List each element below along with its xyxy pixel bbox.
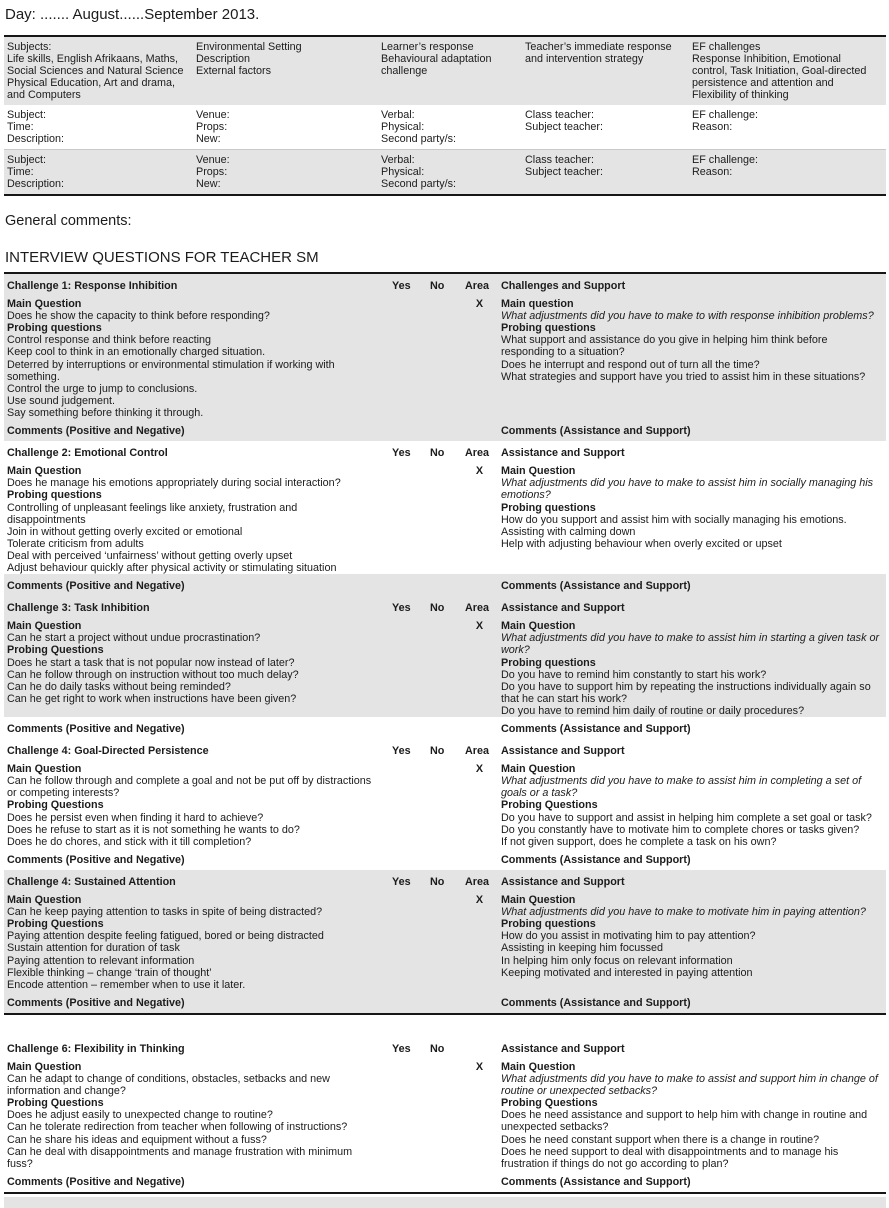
- probing-question: Paying attention despite feeling fatigued, bored or being distracted: [7, 930, 324, 943]
- support-main-question-label: Main Question: [501, 620, 576, 633]
- support-main-question-text: What adjustments did you have to make to motivate him in paying attention?: [501, 906, 866, 919]
- observation-field-label: Class teacher:: [525, 109, 595, 121]
- observation-cell: [4, 109, 193, 145]
- comments-row: [4, 848, 886, 870]
- comments-left-label: Comments (Positive and Negative): [7, 425, 185, 438]
- probing-question: Use sound judgement.: [7, 394, 116, 407]
- challenge-support-questions: [498, 894, 886, 991]
- probing-question: Deal with perceived ‘unfairness’ without getting overly upset: [7, 549, 293, 562]
- observation-header-line: Behavioural adaptation challenge: [381, 53, 492, 77]
- support-probing-question: What strategies and support have you tried to assist him in these situations?: [501, 370, 866, 383]
- general-comments-label: General comments:: [5, 213, 132, 229]
- observation-field-label: Subject teacher:: [525, 121, 604, 133]
- probing-question: Say something before thinking it through.: [7, 406, 204, 419]
- observation-header-line: External factors: [196, 65, 272, 77]
- main-question-text: Can he follow through and complete a goal and not be put off by distractions or competing interests?: [7, 775, 372, 800]
- support-probing-question: Assisting in keeping him focussed: [501, 942, 664, 955]
- challenge-header-row: [4, 1037, 886, 1059]
- no-column-label: No: [430, 1042, 445, 1055]
- main-question-label: Main Question: [7, 763, 82, 776]
- probing-questions-label: Probing Questions: [7, 1097, 104, 1110]
- area-mark: X: [475, 465, 484, 478]
- challenge-support-questions: [498, 763, 886, 848]
- observation-header-cell: [4, 41, 193, 101]
- support-probing-questions-label: Probing Questions: [501, 1097, 598, 1110]
- main-question-text: Does he show the capacity to think before responding?: [7, 310, 270, 323]
- support-main-question-label: Main Question: [501, 763, 576, 776]
- probing-questions-label: Probing Questions: [7, 918, 104, 931]
- probing-question: Control the urge to jump to conclusions.: [7, 382, 198, 395]
- interview-table-2: [4, 1037, 886, 1194]
- comments-row: [4, 717, 886, 739]
- area-mark: X: [475, 894, 484, 907]
- yes-column-label: Yes: [392, 745, 411, 758]
- challenge-questions: [4, 763, 388, 848]
- challenge-body-row: [4, 761, 886, 848]
- observation-field-label: Class teacher:: [525, 154, 595, 166]
- probing-question: Does he persist even when finding it hard to achieve?: [7, 811, 264, 824]
- comments-row: [4, 1170, 886, 1192]
- observation-field-label: Verbal:: [381, 154, 415, 166]
- support-main-question-label: Main Question: [501, 894, 576, 907]
- comments-row: [4, 574, 886, 596]
- interview-table-1: [4, 272, 886, 1015]
- support-probing-question: Help with adjusting behaviour when overly excited or upset: [501, 537, 782, 550]
- challenge-header-row: [4, 441, 886, 463]
- observation-field-label: Second party/s:: [381, 178, 457, 190]
- observation-cell: [378, 154, 522, 190]
- observation-field-label: Time:: [7, 166, 34, 178]
- challenge-title: Challenge 4: Goal-Directed Persistence: [7, 745, 209, 758]
- support-probing-question: If not given support, does he complete a task on his own?: [501, 835, 777, 848]
- support-main-question-text: What adjustments did you have to make to assist him in socially managing his emotions?: [501, 477, 874, 502]
- observation-row: [4, 105, 886, 149]
- table-gap: [4, 1015, 886, 1037]
- support-probing-question: Does he need assistance and support to help him with change in routine and unexpected setbacks?: [501, 1109, 868, 1134]
- yes-cell: [388, 894, 426, 991]
- challenge-questions: [4, 298, 388, 419]
- observation-header-line: Learner’s response: [381, 41, 474, 53]
- main-question-label: Main Question: [7, 465, 82, 478]
- yes-column-label: Yes: [392, 875, 411, 888]
- support-main-question-text: What adjustments did you have to make to assist him in starting a given task or work?: [501, 632, 880, 657]
- challenge-support-questions: [498, 465, 886, 574]
- probing-question: Paying attention to relevant information: [7, 954, 195, 967]
- probing-question: Encode attention – remember when to use it later.: [7, 978, 246, 991]
- observation-cell: [193, 109, 378, 145]
- main-question-text: Can he keep paying attention to tasks in spite of being distracted?: [7, 906, 323, 919]
- comments-right-label: Comments (Assistance and Support): [501, 853, 691, 866]
- comments-left-label: Comments (Positive and Negative): [7, 723, 185, 735]
- support-column-header: Assistance and Support: [501, 447, 625, 460]
- area-column-label: Area: [465, 280, 490, 292]
- support-main-question-label: Main Question: [501, 1060, 576, 1073]
- support-probing-question: Does he need support to deal with disappointments and to manage his frustration if things do not go according to plan?: [501, 1145, 839, 1170]
- main-question-text: Does he manage his emotions appropriately during social interaction?: [7, 477, 341, 490]
- support-probing-question: How do you assist in motivating him to pay attention?: [501, 930, 756, 943]
- yes-cell: [388, 298, 426, 419]
- challenge-header-row: [4, 596, 886, 618]
- observation-header-line: Life skills, English Afrikaans, Maths, Social Sciences and Natural Science Physical Education, Art and drama, and Computers: [7, 53, 184, 101]
- yes-cell: [388, 620, 426, 717]
- interview-title: INTERVIEW QUESTIONS FOR TEACHER SM: [5, 249, 319, 266]
- observation-table: [4, 35, 886, 196]
- page-title: Day: ....... August......September 2013.: [5, 6, 260, 23]
- probing-questions-label: Probing questions: [7, 322, 102, 335]
- probing-question: Control response and think before reacting: [7, 334, 212, 347]
- comments-right-label: Comments (Assistance and Support): [501, 425, 691, 438]
- probing-questions-label: Probing Questions: [7, 799, 104, 812]
- observation-field-label: Description:: [7, 133, 65, 145]
- observation-field-label: Second party/s:: [381, 133, 457, 145]
- support-column-header: Assistance and Support: [501, 745, 625, 758]
- observation-cell: [689, 109, 886, 145]
- observation-cell: [522, 154, 689, 190]
- observation-field-label: Time:: [7, 121, 34, 133]
- no-column-label: No: [430, 745, 445, 758]
- observation-table-header-row: [4, 37, 886, 105]
- no-cell: [426, 620, 461, 717]
- challenge-body-row: [4, 1059, 886, 1170]
- yes-cell: [388, 465, 426, 574]
- support-main-question-label: Main question: [501, 298, 574, 311]
- observation-field-label: EF challenge:: [692, 154, 759, 166]
- probing-question: Flexible thinking – change ‘train of thought’: [7, 966, 212, 979]
- probing-question: Does he adjust easily to unexpected change to routine?: [7, 1109, 273, 1122]
- support-probing-question: Assisting with calming down: [501, 525, 636, 538]
- challenge-title: Challenge 4: Sustained Attention: [7, 875, 176, 888]
- yes-cell: [388, 1061, 426, 1170]
- support-probing-questions-label: Probing questions: [501, 918, 596, 931]
- observation-header-line: Environmental Setting: [196, 41, 302, 53]
- challenge-support-questions: [498, 1061, 886, 1170]
- support-column-header: Challenges and Support: [501, 280, 626, 292]
- probing-question: Tolerate criticism from adults: [7, 537, 144, 550]
- support-column-header: Assistance and Support: [501, 875, 625, 888]
- main-question-label: Main Question: [7, 298, 82, 311]
- observation-header-line: Description: [196, 53, 251, 65]
- probing-question: Can he tolerate redirection from teacher when following of instructions?: [7, 1121, 348, 1134]
- challenge-header-row: [4, 870, 886, 892]
- comments-row: [4, 991, 886, 1013]
- comments-left-label: Comments (Positive and Negative): [7, 853, 185, 866]
- challenge-body-row: [4, 463, 886, 574]
- no-cell: [426, 894, 461, 991]
- area-mark: X: [475, 620, 484, 633]
- support-probing-question: Does he need constant support when there is a change in routine?: [501, 1133, 820, 1146]
- no-cell: [426, 1061, 461, 1170]
- observation-header-line: Subjects:: [7, 41, 52, 53]
- observation-field-label: Props:: [196, 166, 228, 178]
- observation-field-label: Subject teacher:: [525, 166, 604, 178]
- no-cell: [426, 465, 461, 574]
- probing-question: Can he do daily tasks without being reminded?: [7, 680, 231, 693]
- observation-field-label: Physical:: [381, 121, 425, 133]
- challenge-questions: [4, 465, 388, 574]
- observation-field-label: Physical:: [381, 166, 425, 178]
- probing-question: Does he start a task that is not popular now instead of later?: [7, 656, 295, 669]
- comments-left-label: Comments (Positive and Negative): [7, 1175, 185, 1188]
- observation-cell: [378, 109, 522, 145]
- probing-question: Deterred by interruptions or environmental stimulation if working with something.: [7, 358, 335, 383]
- observation-cell: [193, 154, 378, 190]
- challenge-support-questions: [498, 298, 886, 419]
- observation-field-label: Venue:: [196, 109, 230, 121]
- no-cell: [426, 763, 461, 848]
- challenge-title: Challenge 2: Emotional Control: [7, 447, 168, 460]
- area-mark: X: [475, 763, 484, 776]
- observation-cell: [689, 154, 886, 190]
- no-column-label: No: [430, 602, 445, 615]
- area-column-label: [461, 1043, 498, 1055]
- main-question-text: Can he start a project without undue procrastination?: [7, 632, 261, 645]
- comments-left-label: Comments (Positive and Negative): [7, 996, 185, 1009]
- comments-right-label: Comments (Assistance and Support): [501, 996, 691, 1009]
- observation-header-cell: [689, 41, 886, 101]
- challenge-support-questions: [498, 620, 886, 717]
- probing-question: Can he share his ideas and equipment without a fuss?: [7, 1133, 267, 1146]
- area-column-label: Area: [465, 602, 490, 615]
- support-probing-questions-label: Probing questions: [501, 501, 596, 514]
- observation-header-line: Teacher’s immediate response and intervention strategy: [525, 41, 672, 65]
- challenge-title: Challenge 3: Task Inhibition: [7, 602, 150, 615]
- observation-field-label: New:: [196, 133, 221, 145]
- yes-column-label: Yes: [392, 280, 411, 292]
- support-probing-questions-label: Probing questions: [501, 322, 596, 335]
- challenge-header-row: [4, 274, 886, 296]
- observation-field-label: Reason:: [692, 166, 733, 178]
- support-column-header: Assistance and Support: [501, 602, 625, 615]
- observation-header-cell: [378, 41, 522, 101]
- no-column-label: No: [430, 875, 445, 888]
- probing-question: Adjust behaviour quickly after physical activity or stimulating situation: [7, 561, 337, 574]
- challenge-header-row: [4, 739, 886, 761]
- yes-cell: [388, 763, 426, 848]
- support-probing-question: Do you have to remind him daily of routine or daily procedures?: [501, 704, 805, 717]
- challenge-title: Challenge 1: Response Inhibition: [7, 280, 178, 292]
- probing-question: Does he refuse to start as it is not something he wants to do?: [7, 823, 300, 836]
- probing-question: Can he follow through on instruction without too much delay?: [7, 668, 299, 681]
- support-probing-questions-label: Probing Questions: [501, 799, 598, 812]
- challenge-questions: [4, 1061, 388, 1170]
- support-probing-question: How do you support and assist him with socially managing his emotions.: [501, 513, 847, 526]
- support-main-question-label: Main Question: [501, 465, 576, 478]
- probing-question: Can he get right to work when instructions have been given?: [7, 692, 297, 705]
- probing-question: Join in without getting overly excited or emotional: [7, 525, 243, 538]
- observation-field-label: EF challenge:: [692, 109, 759, 121]
- no-column-label: No: [430, 447, 445, 460]
- observation-header-cell: [193, 41, 378, 101]
- yes-column-label: Yes: [392, 447, 411, 460]
- main-question-label: Main Question: [7, 1060, 82, 1073]
- support-main-question-text: What adjustments did you have to make to with response inhibition problems?: [501, 310, 874, 323]
- support-probing-question: Does he interrupt and respond out of turn all the time?: [501, 358, 760, 371]
- support-probing-question: Keeping motivated and interested in paying attention: [501, 966, 753, 979]
- yes-column-label: Yes: [392, 1042, 411, 1055]
- observation-field-label: Props:: [196, 121, 228, 133]
- area-mark: X: [475, 1060, 484, 1073]
- challenge-body-row: [4, 892, 886, 991]
- challenge-title: Challenge 6: Flexibility in Thinking: [7, 1042, 185, 1055]
- no-column-label: No: [430, 280, 445, 292]
- yes-column-label: Yes: [392, 602, 411, 615]
- observation-cell: [522, 109, 689, 145]
- support-probing-question: In helping him only focus on relevant information: [501, 954, 733, 967]
- support-column-header: Assistance and Support: [501, 1042, 625, 1055]
- observation-header-line: EF challenges: [692, 41, 761, 53]
- comments-row: [4, 419, 886, 441]
- support-probing-question: Do you constantly have to motivate him to complete chores or tasks given?: [501, 823, 860, 836]
- challenge-questions: [4, 620, 388, 717]
- comments-right-label: Comments (Assistance and Support): [501, 580, 691, 593]
- support-probing-question: Do you have to support and assist in helping him complete a set goal or task?: [501, 811, 872, 824]
- observation-header-cell: [522, 41, 689, 101]
- challenge-questions: [4, 894, 388, 991]
- observation-field-label: Subject:: [7, 154, 47, 166]
- main-question-text: Can he adapt to change of conditions, obstacles, setbacks and new information and change?: [7, 1073, 330, 1098]
- observation-field-label: Verbal:: [381, 109, 415, 121]
- support-probing-questions-label: Probing questions: [501, 656, 596, 669]
- observation-field-label: New:: [196, 178, 221, 190]
- observation-field-label: Venue:: [196, 154, 230, 166]
- support-probing-question: Do you have to remind him constantly to start his work?: [501, 668, 767, 681]
- support-main-question-text: What adjustments did you have to make to assist and support him in change of routine or unexpected setbacks?: [501, 1073, 878, 1098]
- observation-header-line: Response Inhibition, Emotional control, Task Initiation, Goal-directed persistence and attention and Flexibility of thinking: [692, 53, 867, 101]
- comments-right-label: Comments (Assistance and Support): [501, 1175, 691, 1188]
- area-column-label: Area: [465, 875, 490, 888]
- probing-question: Controlling of unpleasant feelings like anxiety, frustration and disappointments: [7, 501, 298, 526]
- main-question-label: Main Question: [7, 894, 82, 907]
- area-column-label: Area: [465, 745, 490, 758]
- observation-field-label: Subject:: [7, 109, 47, 121]
- probing-question: Keep cool to think in an emotionally charged situation.: [7, 346, 266, 359]
- support-probing-question: Do you have to support him by repeating the instructions individually again so that he can start his work?: [501, 680, 871, 705]
- support-main-question-text: What adjustments did you have to make to assist him in completing a set of goals or a task?: [501, 775, 862, 800]
- observation-field-label: Description:: [7, 178, 65, 190]
- interview-tables: [4, 272, 886, 1208]
- observation-row: [4, 149, 886, 194]
- observation-field-label: Reason:: [692, 121, 733, 133]
- probing-question: Can he deal with disappointments and manage frustration with minimum fuss?: [7, 1145, 353, 1170]
- main-question-label: Main Question: [7, 620, 82, 633]
- no-cell: [426, 298, 461, 419]
- observation-cell: [4, 154, 193, 190]
- probing-questions-label: Probing questions: [7, 489, 102, 502]
- probing-questions-label: Probing Questions: [7, 644, 104, 657]
- area-mark: X: [475, 298, 484, 311]
- support-probing-question: What support and assistance do you give in helping him think before responding to a situation?: [501, 334, 828, 359]
- probing-question: Sustain attention for duration of task: [7, 942, 180, 955]
- comments-right-label: Comments (Assistance and Support): [501, 723, 691, 735]
- challenge-body-row: [4, 296, 886, 419]
- challenge-body-row: [4, 618, 886, 717]
- probing-question: Does he do chores, and stick with it till completion?: [7, 835, 252, 848]
- comments-left-label: Comments (Positive and Negative): [7, 580, 185, 593]
- area-column-label: Area: [465, 447, 490, 460]
